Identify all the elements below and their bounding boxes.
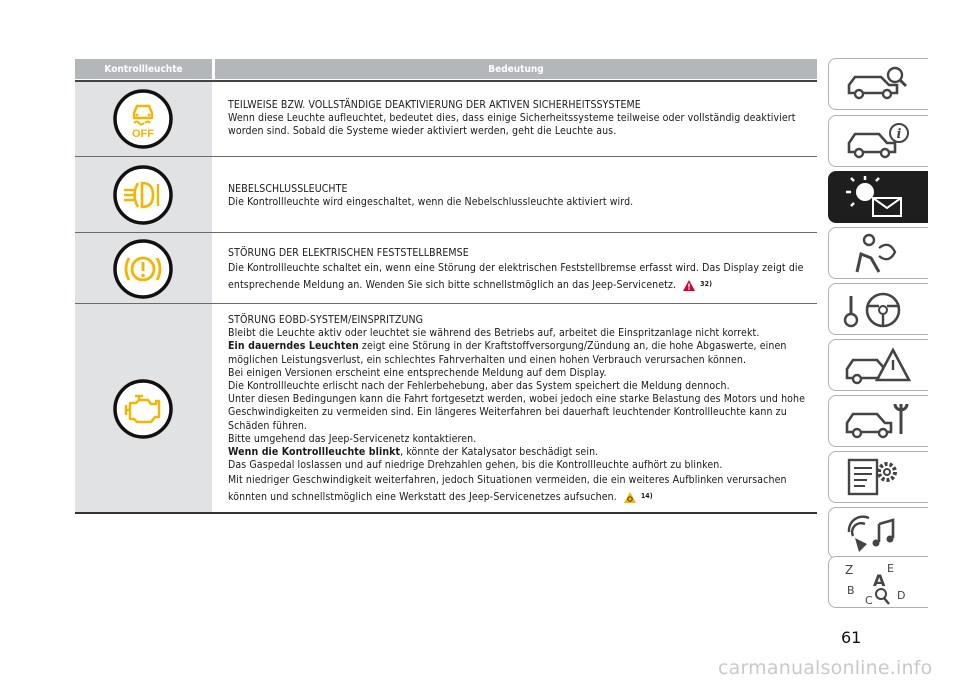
technical-data-gear-icon [843, 456, 915, 500]
table-bottom-rule [75, 512, 817, 514]
row-text: zeigt eine Störung in der Kraftstoffversorgung/Zündung an, die hohe Abgaswerte, einen möglichen Leistungsverlust, ein schlechtes Fahrverhalten und einen hohen Verbrauch verursachen können. [228, 340, 787, 366]
index-letter: Z [845, 563, 854, 577]
index-letter: B [847, 584, 855, 597]
row-text: Das Gaspedal loslassen und auf niedrige Drehzahlen gehen, bis die Kontrollleuchte aufhört zu blinken. [228, 459, 723, 472]
car-search-icon [843, 63, 915, 107]
row-text: Die Kontrollleuchte erlischt nach der Fehlerbehebung, aber das System speichert die Meldung dennoch. [228, 380, 730, 393]
tab-emergency[interactable] [828, 339, 928, 391]
note-reference: 32) [700, 280, 713, 289]
page-number: 61 [841, 628, 862, 647]
tab-starting-driving[interactable] [828, 283, 928, 335]
index-letter: E [887, 562, 894, 575]
emphasis-text: Wenn die Kontrollleuchte blinkt [228, 446, 401, 459]
row-text: Bei einigen Versionen erscheint eine entsprechende Meldung auf dem Display. [228, 366, 607, 379]
row-text: Die Kontrollleuchte wird eingeschaltet, wenn die Nebelschlussleuchte aktiviert wird. [228, 196, 634, 209]
table-row [228, 247, 810, 293]
off-label: OFF [132, 128, 154, 140]
warning-light-message-icon [843, 176, 915, 220]
index-letter: C [865, 594, 873, 607]
index-letters-icon [843, 561, 915, 609]
tab-technical-data[interactable] [828, 451, 928, 503]
tab-index[interactable] [828, 556, 928, 608]
tab-multimedia[interactable] [828, 507, 928, 559]
tab-warning-lights-messages[interactable] [828, 171, 928, 223]
row-text: Unter diesen Bedingungen kann die Fahrt fortgesetzt werden, wobei jedoch eine starke Belastung des Motors und hohe Geschwindigkeiten zu vermeiden sind. Ein längeres Weiterfahren bei dauerhaft leuchtender Kontrollleuchte kann zu Schäden führen. [228, 393, 806, 432]
row-text: Bitte umgehend das Jeep-Servicenetz kontaktieren. [228, 432, 477, 445]
column-header-kontrollleuchte: Kontrollleuchte [75, 59, 212, 79]
row-text: , könnte der Katalysator beschädigt sein. [400, 446, 599, 459]
watermark: carmanualsonline.info [718, 657, 933, 679]
electric-parking-brake-fault-icon [112, 238, 174, 300]
tab-car-search[interactable] [828, 58, 928, 110]
table-row [228, 314, 810, 505]
key-steering-wheel-icon [843, 288, 915, 332]
row-text: Die Kontrollleuchte schaltet ein, wenn eine Störung der elektrischen Feststellbremse erfasst wird. Das Display zeigt die entsprechende Meldung an. Wenden Sie sich bitte schnellstmöglich an das Jeep-Servicenetz. [228, 262, 804, 292]
traction-control-off-icon [112, 88, 174, 150]
index-letter: A [873, 571, 886, 590]
tab-car-info[interactable] [828, 115, 928, 167]
car-info-icon [843, 120, 915, 164]
row-text: Mit niedriger Geschwindigkeit weiterfahren, jedoch Situationen vermeiden, die ein weiteres Aufblinken verursachen könnten und schnellstmöglich eine Werkstatt des Jeep-Servicenetzes aufsuchen. [228, 474, 787, 504]
row-divider [75, 232, 817, 233]
column-header-bedeutung: Bedeutung [215, 59, 817, 79]
multimedia-icon [843, 512, 915, 556]
svg-text:i: i [896, 127, 902, 142]
tab-maintenance[interactable] [828, 395, 928, 447]
note-reference: 14) [640, 492, 653, 501]
index-letter: D [897, 589, 906, 602]
emphasis-text: Ein dauerndes Leuchten [228, 340, 359, 353]
airbag-seat-icon [843, 232, 915, 276]
car-warning-triangle-icon [843, 344, 915, 388]
row-title: STÖRUNG DER ELEKTRISCHEN FESTSTELLBREMSE [228, 247, 469, 259]
tab-safety[interactable] [828, 227, 928, 279]
row-title: STÖRUNG EOBD-SYSTEM/EINSPRITZUNG [228, 314, 424, 326]
row-divider [75, 156, 817, 157]
table-row [228, 99, 810, 139]
engine-check-icon [112, 378, 174, 440]
row-divider [75, 303, 817, 304]
warning-triangle-icon [682, 279, 696, 292]
row-title: TEILWEISE BZW. VOLLSTÄNDIGE DEAKTIVIERUNG DER AKTIVEN SICHERHEITSSYSTEME [228, 99, 641, 111]
row-text: Bleibt die Leuchte aktiv oder leuchtet sie während des Betriebs auf, arbeitet die Einspritzanlage nicht korrekt. [228, 327, 760, 340]
row-text: Wenn diese Leuchte aufleuchtet, bedeutet dies, dass einige Sicherheitssysteme teilweise oder vollständig deaktiviert worden sind. Sobald die Systeme wieder aktiviert werden, geht die Leuchte aus. [228, 112, 796, 138]
table-row [228, 183, 810, 209]
car-wrench-icon [843, 400, 915, 444]
row-title: NEBELSCHLUSSLEUCHTE [228, 183, 348, 195]
rear-fog-light-icon [112, 164, 174, 226]
caution-triangle-icon [623, 491, 637, 504]
